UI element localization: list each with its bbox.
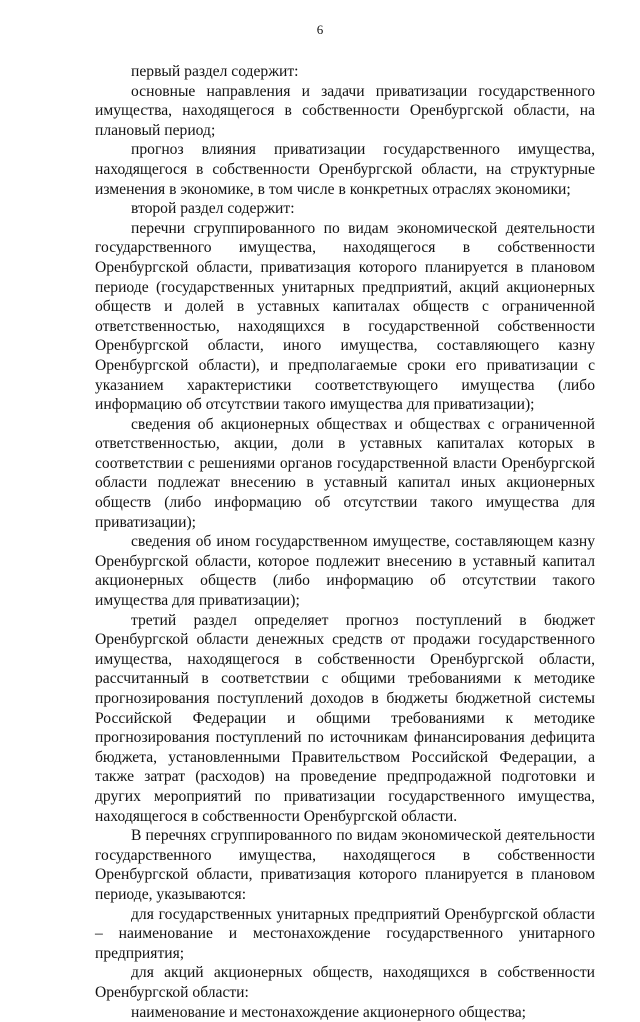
paragraph-second-section-intro: второй раздел содержит:	[95, 199, 595, 219]
paragraph-company-name-location: наименование и местонахождение акционерного общества;	[95, 1003, 595, 1022]
page-number: 6	[0, 22, 640, 38]
paragraph-main-directions: основные направления и задачи приватизации государственного имущества, находящегося в собственности Оренбургской области, на плановый период;	[95, 82, 595, 141]
paragraph-third-section: третий раздел определяет прогноз поступлений в бюджет Оренбургской области денежных средств от продажи государственного имущества, находящегося в собственности Оренбургской области, рассчитанный в соответствии с общими требованиями к методике прогнозирования поступлений доходов в бюджеты бюджетной системы Российской Федерации и общими требованиями к методике прогнозирования поступлений по источникам финансирования дефицита бюджета, установленными Правительством Российской Федерации, а также затрат (расходов) на проведение предпродажной подготовки и других мероприятий по приватизации государственного имущества, находящегося в собственности Оренбургской области.	[95, 611, 595, 827]
paragraph-privatization-forecast: прогноз влияния приватизации государственного имущества, находящегося в собственности Оренбургской области, на структурные изменения в экономике, в том числе в конкретных отраслях экономики;	[95, 140, 595, 199]
paragraph-lists-specify: В перечнях сгруппированного по видам экономической деятельности государственного имущества, находящегося в собственности Оренбургской области, приватизация которого планируется в плановом периоде, указываются:	[95, 826, 595, 904]
paragraph-first-section-intro: первый раздел содержит:	[95, 62, 595, 82]
document-body	[95, 62, 595, 1022]
paragraph-unitary-enterprises: для государственных унитарных предприятий Оренбургской области – наименование и местонахождение государственного унитарного предприятия;	[95, 905, 595, 964]
paragraph-other-property-info: сведения об ином государственном имуществе, составляющем казну Оренбургской области, которое подлежит внесению в уставный капитал акционерных обществ (либо информацию об отсутствии такого имущества для приватизации);	[95, 532, 595, 610]
paragraph-joint-stock-info: сведения об акционерных обществах и обществах с ограниченной ответственностью, акции, доли в уставных капиталах которых в соответствии с решениями органов государственной власти Оренбургской области подлежат внесению в уставный капитал иных акционерных обществ (либо информацию об отсутствии такого имущества для приватизации);	[95, 415, 595, 533]
paragraph-shares-intro: для акций акционерных обществ, находящихся в собственности Оренбургской области:	[95, 963, 595, 1002]
paragraph-property-lists: перечни сгруппированного по видам экономической деятельности государственного имущества, находящегося в собственности Оренбургской области, приватизация которого планируется в плановом периоде (государственных унитарных предприятий, акций акционерных обществ и долей в уставных капиталах обществ с ограниченной ответственностью, находящихся в государственной собственности Оренбургской области, иного имущества, составляющего казну Оренбургской области), и предполагаемые сроки его приватизации с указанием характеристики соответствующего имущества (либо информацию об отсутствии такого имущества для приватизации);	[95, 219, 595, 415]
